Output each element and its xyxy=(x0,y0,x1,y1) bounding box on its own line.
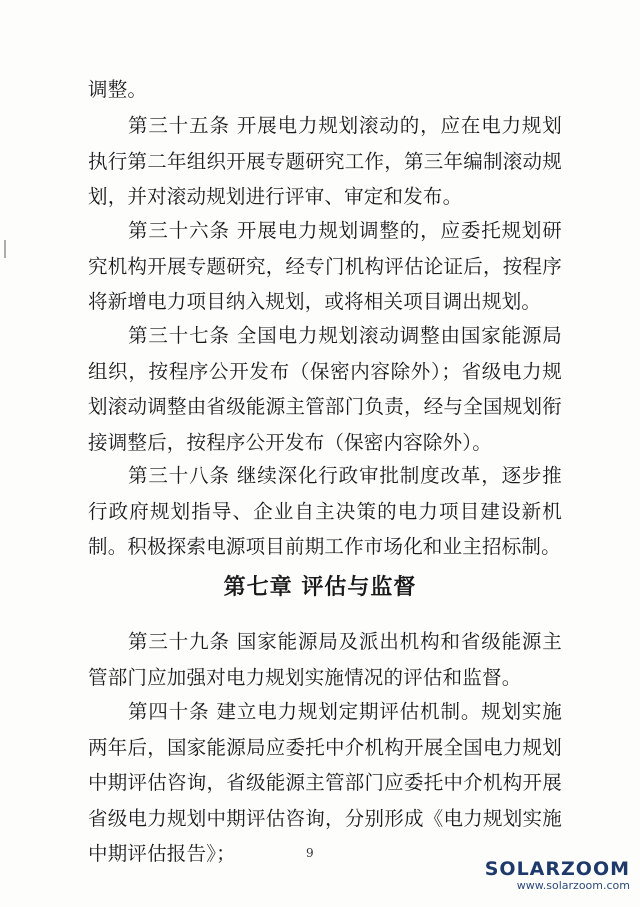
paragraph-continuation: 调整。 xyxy=(88,78,148,101)
page-number: 9 xyxy=(306,846,314,860)
chapter-title: 第七章 评估与监督 xyxy=(223,575,417,600)
scan-artifact xyxy=(4,240,6,258)
article-36: 第三十六条 开展电力规划调整的，应委托规划研究机构开展专题研究，经专门机构评估论证后，按程序将新增电力项目纳入规划，或将相关项目调出规划。 xyxy=(88,219,562,313)
article-39: 第三十九条 国家能源局及派出机构和省级能源主管部门应加强对电力规划实施情况的评估和监督。 xyxy=(88,630,562,689)
article-35: 第三十五条 开展电力规划滚动的，应在电力规划执行第二年组织开展专题研究工作，第三年编制滚动规划，并对滚动规划进行评审、审定和发布。 xyxy=(88,114,562,208)
watermark xyxy=(485,859,630,893)
article-40: 第四十条 建立电力规划定期评估机制。规划实施两年后，国家能源局应委托中介机构开展全国电力规划中期评估咨询，省级能源主管部门应委托中介机构开展省级电力规划中期评估咨询，分别形成《电力规划实施中期评估报告》； xyxy=(88,700,562,865)
watermark-url: www.solarzoom.com xyxy=(516,879,630,892)
watermark-logo: SOLARZOOM xyxy=(484,858,630,880)
article-38: 第三十八条 继续深化行政审批制度改革，逐步推行政府规划指导、企业自主决策的电力项目建设新机制。积极探索电源项目前期工作市场化和业主招标制。 xyxy=(88,464,562,558)
article-37: 第三十七条 全国电力规划滚动调整由国家能源局组织，按程序公开发布（保密内容除外）；省级电力规划滚动调整由省级能源主管部门负责，经与全国规划衔接调整后，按程序公开发布（保密内容除外）。 xyxy=(88,324,562,454)
